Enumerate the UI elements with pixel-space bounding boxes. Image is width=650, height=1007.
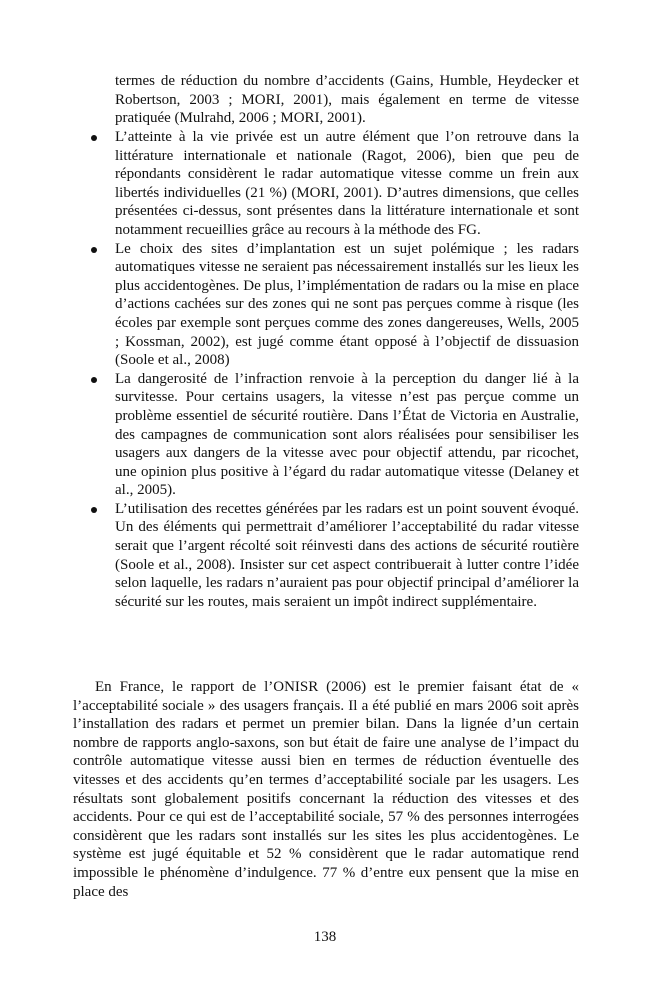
bullet-icon [91,247,97,253]
bullet-text: L’utilisation des recettes générées par les radars est un point souvent évoqué. Un des éléments qui permettrait d’améliorer l’acceptabilité du radar vitesse serait que l’argent récolté soit réinvesti dans des actions de sécurité routière (Soole et al., 2008). Insister sur cet aspect contribuerait à lutter contre l’idée selon laquelle, les radars n’auraient pas pour objectif principal d’améliorer la sécurité sur les routes, mais seraient un impôt indirect supplémentaire. [115,500,579,610]
bullet-icon [91,135,97,141]
bullet-item [115,370,579,500]
bullet-text: La dangerosité de l’infraction renvoie à la perception du danger lié à la survitesse. Pour certains usagers, la vitesse n’est pas perçue comme un problème essentiel de sécurité routière. Dans l’État de Victoria en Australie, des campagnes de communication sont alors réalisées pour sensibiliser les usagers aux dangers de la vitesse avec pour objectif attendu, par ricochet, une opinion plus positive à l’égard du radar automatique vitesse (Delaney et al., 2005). [115,370,579,499]
bullet-icon [91,377,97,383]
bullet-continuation-text: termes de réduction du nombre d’accidents (Gains, Humble, Heydecker et Robertson, 2003 ; MORI, 2001), mais également en terme de vitesse pratiquée (Mulrahd, 2006 ; MORI, 2001). [115,73,579,127]
bullet-icon [91,507,97,513]
bullet-list [115,128,579,611]
bullet-item [115,128,579,240]
bullet-item [115,240,579,370]
page-number: 138 [313,929,337,945]
bullet-text: L’atteinte à la vie privée est un autre élément que l’on retrouve dans la littérature internationale et nationale (Ragot, 2006), bien que peu de répondants considèrent le radar automatique vitesse comme un frein aux libertés individuelles (21 %) (MORI, 2001). D’autres dimensions, que celles présentées ci-dessus, sont présentes dans la littérature internationale et sont notamment recueillies grâce au recours à la méthode des FG. [115,129,579,238]
bullet-item [115,500,579,612]
body-paragraph: En France, le rapport de l’ONISR (2006) est le premier faisant état de « l’acceptabilité sociale » des usagers français. Il a été publié en mars 2006 soit après l’installation des radars et permet un premier bilan. Dans la lignée d’un certain nombre de rapports anglo-saxons, son but était de faire une analyse de l’impact du contrôle automatique vitesse aussi bien en termes de réduction éventuelle des vitesses et des accidents qu’en termes d’acceptabilité sociale par les usagers. Les résultats sont globalement positifs concernant la réduction des vitesses et des accidents. Pour ce qui est de l’acceptabilité sociale, 57 % des personnes interrogées considèrent que les radars sont installés sur les sites les plus accidentogènes. Le système est jugé équitable et 52 % considèrent que le radar automatique rend impossible le phénomène d’indulgence. 77 % d’entre eux pensent que la mise en place des [73,679,579,900]
bullet-text: Le choix des sites d’implantation est un sujet polémique ; les radars automatiques vitesse ne seraient pas nécessairement installés sur les lieux les plus accidentogènes. De plus, l’implémentation de radars ou la mise en place d’actions cachées sur des zones qui ne sont pas perçues comme à risque (les écoles par exemple sont perçues comme des zones dangereuses, Wells, 2005 ; Kossman, 2002), est jugé comme étant opposé à l’objectif de dissuasion (Soole et al., 2008) [115,240,579,369]
